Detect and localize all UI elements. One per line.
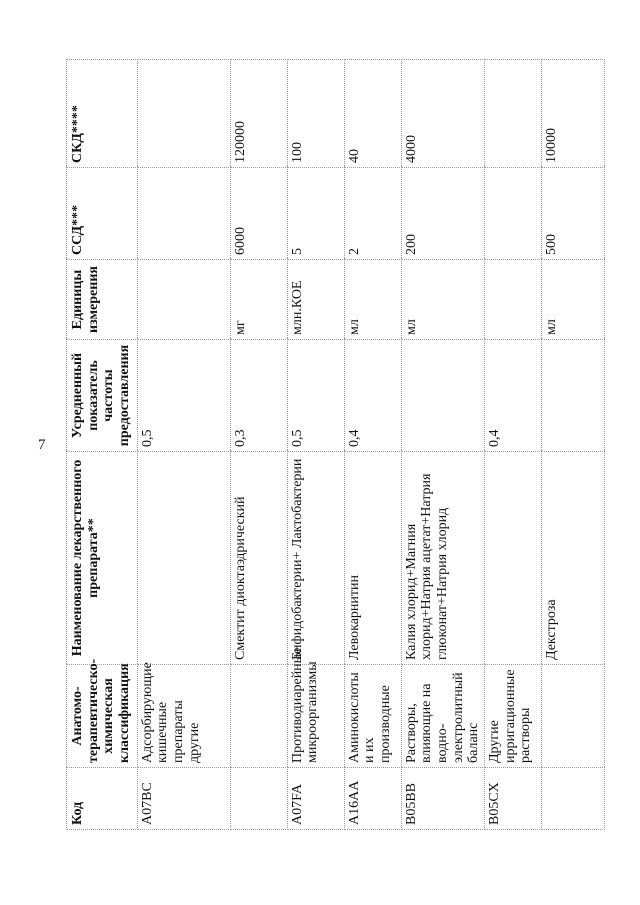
table-row	[137, 60, 230, 830]
medication-table-rotated	[66, 60, 560, 830]
cell-code: A16AA	[344, 768, 401, 830]
cell-atc	[230, 665, 287, 768]
cell-code: B05BB	[401, 768, 484, 830]
cell-code: A07FA	[287, 768, 344, 830]
header-frequency: Усредненный показатель частоты предоставления	[67, 340, 138, 452]
cell-skd	[137, 60, 230, 168]
cell-frequency: 0,4	[344, 340, 401, 452]
cell-frequency: 0,5	[287, 340, 344, 452]
cell-drug-name	[485, 452, 542, 665]
header-ssd: ССД***	[67, 168, 138, 260]
cell-frequency: 0,5	[137, 340, 230, 452]
cell-skd: 40	[344, 60, 401, 168]
cell-frequency: 0,3	[230, 340, 287, 452]
table-row	[542, 60, 605, 830]
table-header-row	[67, 60, 138, 830]
table-row	[344, 60, 401, 830]
cell-frequency: 0,4	[485, 340, 542, 452]
cell-units: млн.КОЕ	[287, 260, 344, 340]
cell-units	[485, 260, 542, 340]
cell-code: B05CX	[485, 768, 542, 830]
cell-drug-name	[137, 452, 230, 665]
cell-skd: 4000	[401, 60, 484, 168]
cell-ssd: 200	[401, 168, 484, 260]
table-row	[485, 60, 542, 830]
cell-code	[230, 768, 287, 830]
cell-units: мг	[230, 260, 287, 340]
cell-units: мл	[542, 260, 605, 340]
cell-skd: 100	[287, 60, 344, 168]
cell-ssd: 6000	[230, 168, 287, 260]
header-code: Код	[67, 768, 138, 830]
cell-skd: 120000	[230, 60, 287, 168]
cell-frequency	[401, 340, 484, 452]
header-skd: СКД****	[67, 60, 138, 168]
cell-atc	[542, 665, 605, 768]
cell-ssd	[137, 168, 230, 260]
cell-ssd	[485, 168, 542, 260]
cell-atc: Растворы, влияющие на водно-электролитный баланс	[401, 665, 484, 768]
cell-drug-name: Бифидобактерии+ Лактобактерии	[287, 452, 344, 665]
cell-drug-name: Калия хлорид+Магния хлорид+Натрия ацетат+Натрия глюконат+Натрия хлорид	[401, 452, 484, 665]
cell-ssd: 2	[344, 168, 401, 260]
cell-skd	[485, 60, 542, 168]
cell-atc: Противодиарейные микроорганизмы	[287, 665, 344, 768]
cell-drug-name: Левокарнитин	[344, 452, 401, 665]
cell-ssd: 5	[287, 168, 344, 260]
table-row	[230, 60, 287, 830]
cell-units	[137, 260, 230, 340]
cell-code: A07BC	[137, 768, 230, 830]
table-row	[287, 60, 344, 830]
cell-drug-name: Смектит диоктаэдрический	[230, 452, 287, 665]
header-units: Единицы измерения	[67, 260, 138, 340]
cell-units: мл	[401, 260, 484, 340]
page-number: 7	[38, 437, 46, 453]
cell-drug-name: Декстроза	[542, 452, 605, 665]
cell-ssd: 500	[542, 168, 605, 260]
medication-table	[66, 59, 605, 830]
header-drug-name: Наименование лекарственного препарата**	[67, 452, 138, 665]
cell-skd: 10000	[542, 60, 605, 168]
cell-atc: Аминокислоты и их производные	[344, 665, 401, 768]
cell-atc: Другие ирригационные растворы	[485, 665, 542, 768]
cell-atc: Адсорбирующие кишечные препараты другие	[137, 665, 230, 768]
cell-units: мл	[344, 260, 401, 340]
cell-frequency	[542, 340, 605, 452]
cell-code	[542, 768, 605, 830]
table-row	[401, 60, 484, 830]
header-atc: Анатомо-терапевтическо-химическая классификация	[67, 665, 138, 768]
